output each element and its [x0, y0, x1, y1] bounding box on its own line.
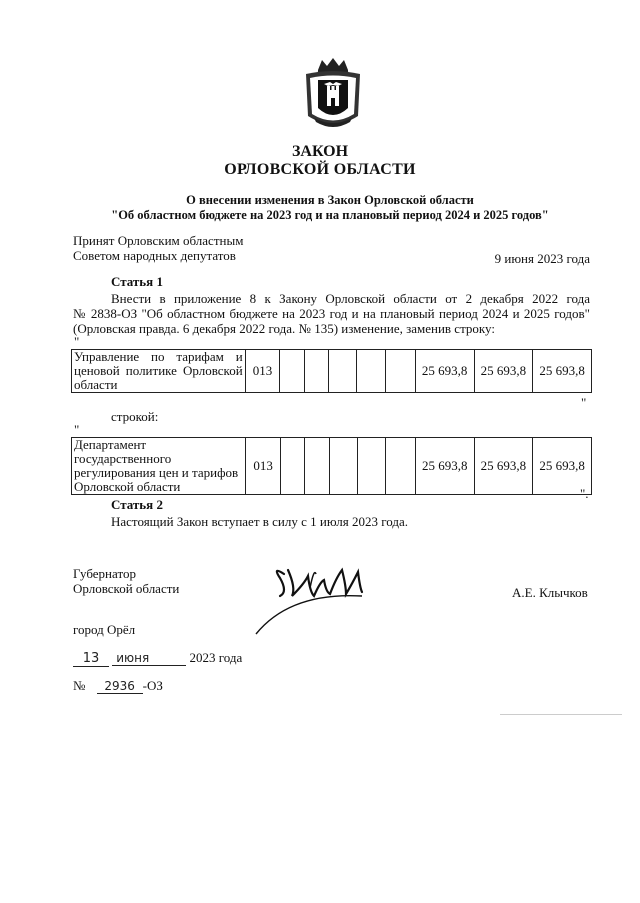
- law-number-suffix: -ОЗ: [142, 678, 163, 693]
- law-number: [73, 678, 163, 694]
- old-budget-row-table: [71, 349, 592, 393]
- empty-cell: [357, 438, 385, 495]
- signing-date: [73, 650, 242, 667]
- governor-title-line2: Орловской области: [73, 581, 180, 596]
- governor-title-line1: Губернатор: [73, 566, 136, 581]
- article-1-text-line2: № 2838-ОЗ "Об областном бюджете на 2023 год и на плановый период 2024 и 2025 годов": [73, 306, 590, 321]
- divider-line: [500, 714, 622, 715]
- empty-cell: [385, 438, 415, 495]
- region-title: ОРЛОВСКОЙ ОБЛАСТИ: [224, 161, 416, 178]
- open-quote-2: ": [74, 422, 80, 437]
- law-subject-line1: О внесении изменения в Закон Орловской области: [186, 193, 474, 207]
- new-row-code: 013: [246, 438, 281, 495]
- empty-cell: [329, 350, 357, 393]
- handwritten-signature: [250, 562, 380, 642]
- article-1-text-line1: Внести в приложение 8 к Закону Орловской области от 2 декабря 2022 года: [111, 291, 590, 306]
- old-row-value-2025: 25 693,8: [533, 350, 592, 393]
- new-budget-row-table: [71, 437, 592, 495]
- signing-month: июня: [112, 651, 186, 666]
- article-1-text-line3: (Орловская правда. 6 декабря 2022 года. № 135) изменение, заменив строку:: [73, 321, 495, 336]
- old-row-value-2024: 25 693,8: [474, 350, 533, 393]
- signing-day: 13: [73, 651, 109, 667]
- empty-cell: [357, 350, 385, 393]
- governor-name: А.Е. Клычков: [512, 585, 588, 600]
- table-row: [72, 350, 592, 393]
- law-number-value: 2936: [97, 679, 143, 694]
- old-row-value-2023: 25 693,8: [415, 350, 474, 393]
- end-quote: ".: [580, 486, 589, 501]
- empty-cell: [385, 350, 415, 393]
- empty-cell: [304, 350, 328, 393]
- law-subject-line2: "Об областном бюджете на 2023 год и на плановый период 2024 и 2025 годов": [111, 208, 549, 222]
- adoption-date: 9 июня 2023 года: [494, 251, 590, 266]
- close-quote: ": [581, 395, 587, 410]
- coat-of-arms-icon: [302, 56, 364, 134]
- law-title: ЗАКОН: [291, 143, 349, 160]
- signing-year: 2023 года: [189, 650, 243, 665]
- new-row-value-2024: 25 693,8: [474, 438, 533, 495]
- article-1-heading: Статья 1: [111, 274, 163, 289]
- replace-with-label: строкой:: [111, 409, 159, 424]
- empty-cell: [280, 350, 304, 393]
- new-row-value-2023: 25 693,8: [415, 438, 474, 495]
- number-sign: №: [73, 678, 86, 693]
- article-2-heading: Статья 2: [111, 497, 163, 512]
- adopted-by-line1: Принят Орловским областным: [73, 233, 244, 248]
- new-row-name: Департамент государственного регулирования цен и тарифов Орловской области: [72, 438, 246, 495]
- empty-cell: [280, 438, 304, 495]
- new-row-value-2025: 25 693,8: [533, 438, 592, 495]
- empty-cell: [305, 438, 329, 495]
- open-quote: ": [74, 334, 80, 349]
- empty-cell: [329, 438, 357, 495]
- article-2-text: Настоящий Закон вступает в силу с 1 июля 2023 года.: [111, 514, 408, 529]
- adopted-by-line2: Советом народных депутатов: [73, 248, 236, 263]
- table-row: [72, 438, 592, 495]
- old-row-name: Управление по тарифам и ценовой политике Орловской области: [72, 350, 246, 393]
- city-label: город Орёл: [73, 622, 136, 637]
- old-row-code: 013: [245, 350, 280, 393]
